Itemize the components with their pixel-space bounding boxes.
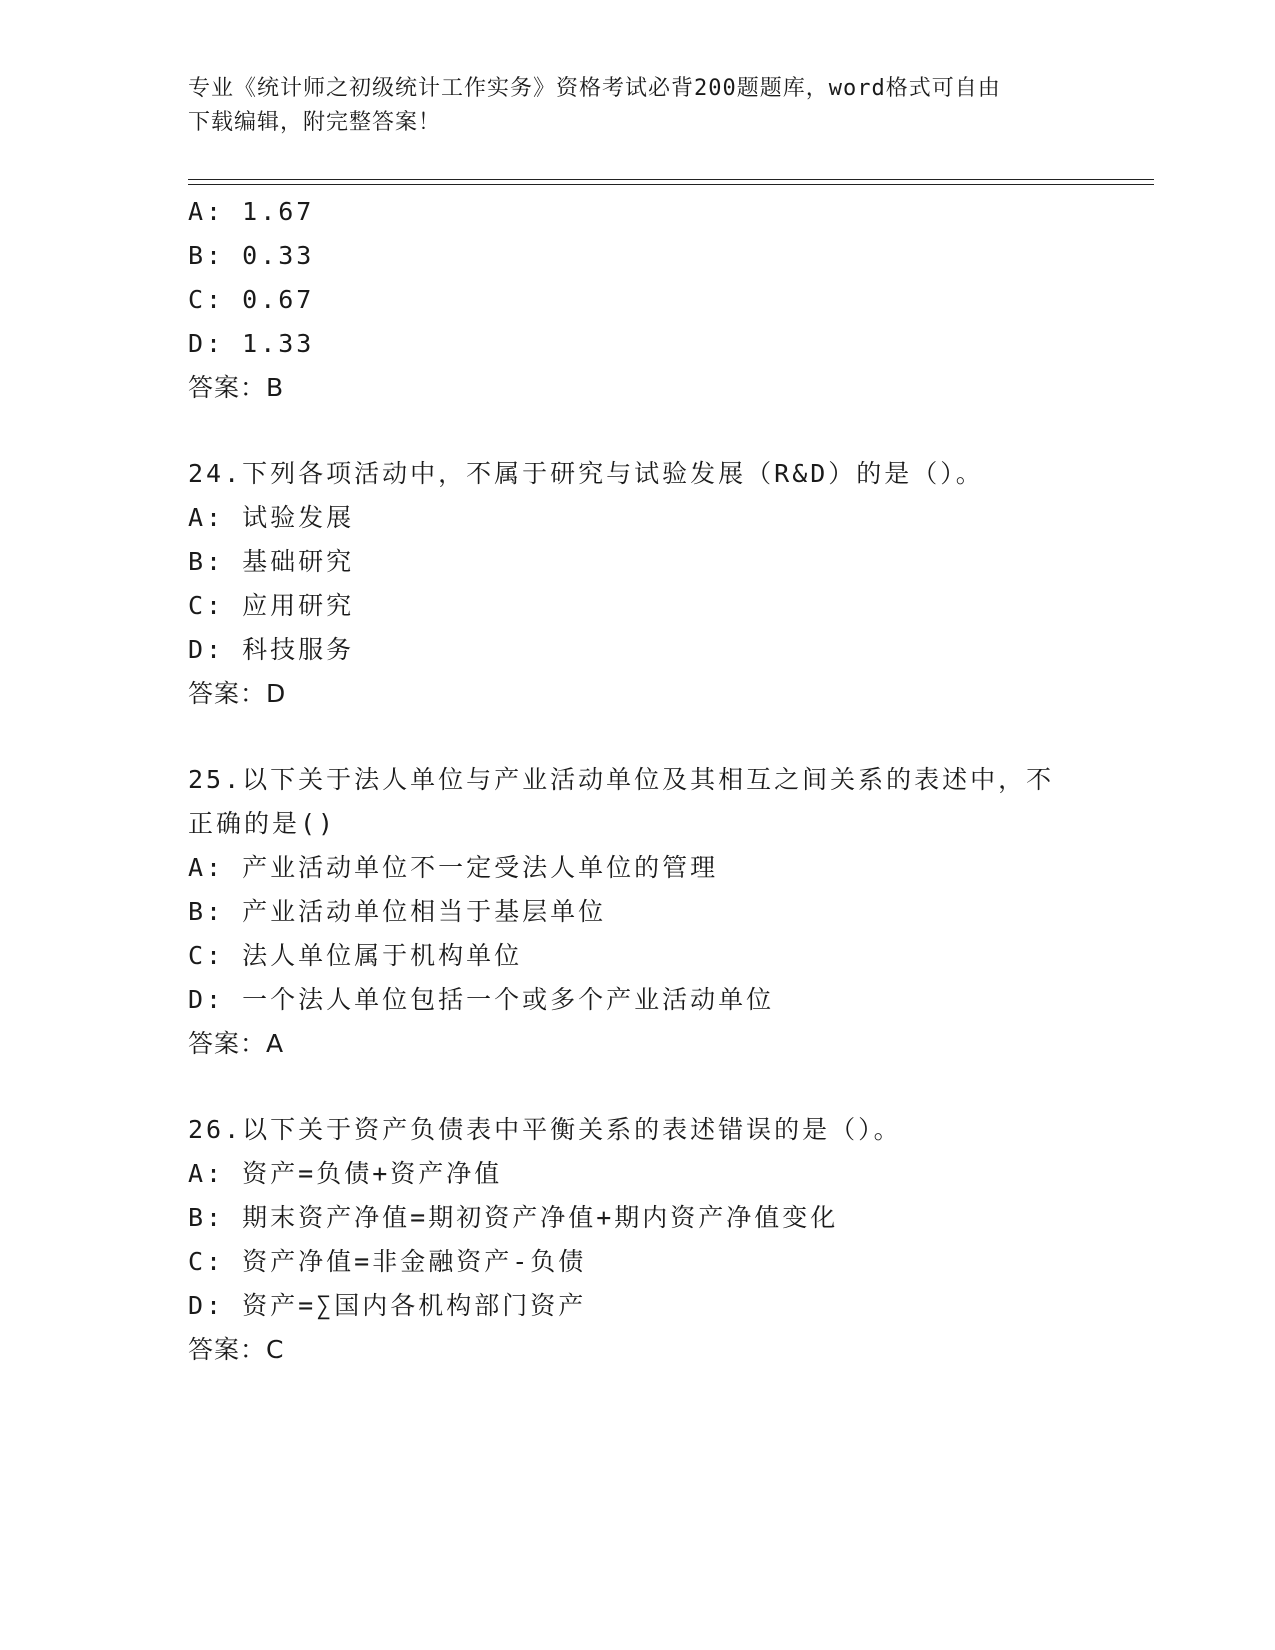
q25-option-a: A: 产业活动单位不一定受法人单位的管理 — [188, 853, 719, 882]
q24-option-b: B: 基础研究 — [188, 547, 355, 576]
q26-stem: 26.以下关于资产负债表中平衡关系的表述错误的是（）。 — [188, 1115, 902, 1144]
header-line-2: 下载编辑，附完整答案！ — [188, 110, 442, 135]
q25-stem-line-2: 正确的是() — [188, 809, 337, 838]
q26-option-b: B: 期末资产净值=期初资产净值+期内资产净值变化 — [188, 1203, 839, 1232]
q24-option-c: C: 应用研究 — [188, 591, 355, 620]
header-rule-top — [188, 179, 1154, 180]
header-rule-bottom — [188, 184, 1154, 185]
q23-option-d: D: 1.33 — [188, 329, 315, 358]
q24-option-d: D: 科技服务 — [188, 635, 355, 664]
q23-option-a: A: 1.67 — [188, 197, 315, 226]
q25-option-d: D: 一个法人单位包括一个或多个产业活动单位 — [188, 985, 775, 1014]
q25-answer: 答案：A — [188, 1029, 285, 1058]
q23-option-b: B: 0.33 — [188, 241, 315, 270]
q25-option-c: C: 法人单位属于机构单位 — [188, 941, 523, 970]
q24-answer: 答案：D — [188, 679, 287, 708]
q25-option-b: B: 产业活动单位相当于基层单位 — [188, 897, 607, 926]
q23-option-c: C: 0.67 — [188, 285, 315, 314]
q24-option-a: A: 试验发展 — [188, 503, 355, 532]
q26-option-a: A: 资产=负债+资产净值 — [188, 1159, 503, 1188]
q26-option-d: D: 资产=∑国内各机构部门资产 — [188, 1291, 587, 1320]
q26-answer: 答案：C — [188, 1335, 285, 1364]
document-header — [188, 72, 1068, 140]
q26-option-c: C: 资产净值=非金融资产-负债 — [188, 1247, 587, 1276]
q25-stem-line-1: 25.以下关于法人单位与产业活动单位及其相互之间关系的表述中，不 — [188, 765, 1055, 794]
q23-answer: 答案：B — [188, 373, 285, 402]
q24-stem: 24.下列各项活动中，不属于研究与试验发展（R&D）的是（）。 — [188, 459, 984, 488]
header-line-1: 专业《统计师之初级统计工作实务》资格考试必背200题题库，word格式可自由 — [188, 76, 1001, 101]
